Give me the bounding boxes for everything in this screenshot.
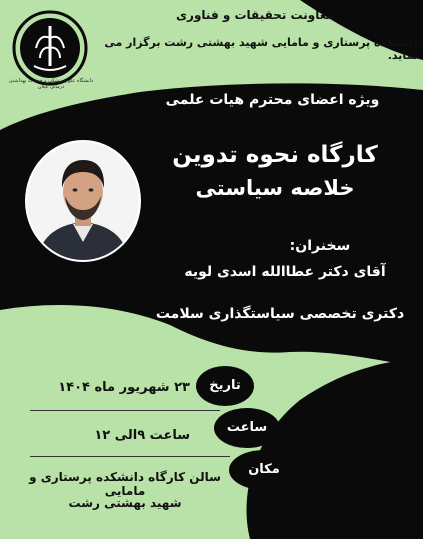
date-label-badge: تاریخ <box>196 366 254 406</box>
divider <box>30 456 230 457</box>
time-label-badge: ساعت <box>214 408 280 448</box>
event-title-line2: خلاصه سیاستی <box>195 176 355 200</box>
venue-line2: شهید بهشتی رشت <box>68 496 182 510</box>
speaker-label: سخنران: <box>289 238 351 254</box>
divider <box>30 410 220 411</box>
event-title-line1: کارگاه نحوه تدوین <box>172 142 378 168</box>
logo-caption: دانشگاه علوم پزشکی و خدمات بهداشتی درمانی گیلان <box>8 78 94 90</box>
speaker-name: آقای دکتر عطاالله اسدی لویه <box>184 264 386 280</box>
speaker-title: دکتری تخصصی سیاستگذاری سلامت <box>155 306 405 322</box>
venue-line1: سالن کارگاه دانشکده پرستاری و مامایی <box>29 470 221 498</box>
header-line1: معاونت تحقیقات و فناوری <box>176 8 334 22</box>
audience-text: ویژه اعضای محترم هیات علمی <box>165 92 380 108</box>
header-line2: دانشکده پرستاری و مامایی شهید بهشتی رشت برگزار می نماید. <box>104 36 418 62</box>
time-value: ساعت ۹الی ۱۲ <box>94 428 190 443</box>
speaker-photo <box>25 140 141 262</box>
university-logo-icon <box>10 8 90 88</box>
date-value: ۲۳ شهریور ماه ۱۴۰۴ <box>58 380 190 395</box>
place-label-badge: مکان <box>229 450 299 490</box>
